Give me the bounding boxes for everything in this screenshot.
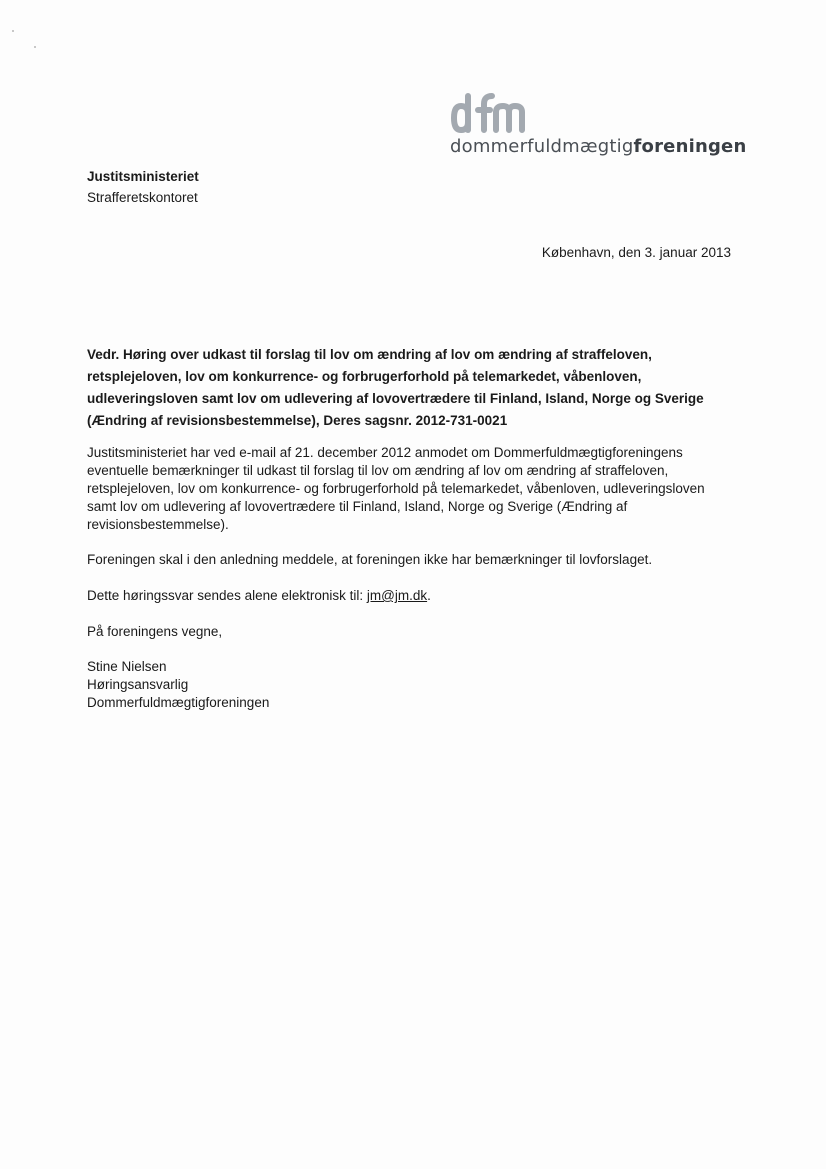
email-link[interactable]: jm@jm.dk <box>366 588 428 603</box>
body-paragraph-1 <box>87 444 737 534</box>
signature-name: Stine Nielsen <box>87 659 167 674</box>
recipient-department: Strafferetskontoret <box>87 190 198 205</box>
paragraph-line: Justitsministeriet har ved e-mail af 21. december 2012 anmodet om Dommerfuldmægtigforeningens <box>87 445 683 460</box>
dfm-logo-mark <box>450 92 526 136</box>
letter-subject: Vedr. Høring over udkast til forslag til lov om ændring af lov om ændring af straffeloven, retsplejeloven, lov om konkurrence- og forbrugerforhold på telemarkedet, våbenloven, udleveringsloven samt lov om udlevering af lovovertrædere til Finland, Island, Norge og Sverige (Ændring af revisionsbestemmelse), Deres sagsnr. 2012-731-0021 <box>87 347 704 428</box>
organization-logo <box>448 92 747 164</box>
recipient-org: Justitsministeriet <box>87 169 199 184</box>
signature-block <box>87 658 737 712</box>
logo-text-bold: foreningen <box>633 136 747 157</box>
scan-speck <box>34 46 36 48</box>
letter-date: København, den 3. januar 2013 <box>541 245 731 260</box>
paragraph-line: retsplejeloven, lov om konkurrence- og forbrugerforhold på telemarkedet, våbenloven, udleveringsloven <box>87 481 705 496</box>
closing-line: På foreningens vegne, <box>87 624 223 639</box>
body-paragraph-3 <box>87 587 737 605</box>
paragraph-line: eventuelle bemærkninger til udkast til forslag til lov om ændring af lov om ændring af straffeloven, <box>87 463 669 478</box>
paragraph-line: revisionsbestemmelse). <box>87 517 229 532</box>
email-prefix: Dette høringssvar sendes alene elektronisk til: <box>87 588 367 603</box>
logo-text-regular: dommerfuldmægtig <box>450 136 634 157</box>
scan-speck <box>12 30 14 32</box>
signature-org: Dommerfuldmægtigforeningen <box>87 695 270 710</box>
paragraph-line: samt lov om udlevering af lovovertrædere til Finland, Island, Norge og Sverige (Ændring af <box>87 499 628 514</box>
recipient-block <box>87 166 199 208</box>
body-paragraph-2: Foreningen skal i den anledning meddele, at foreningen ikke har bemærkninger til lovforslaget. <box>87 552 653 567</box>
signature-title: Høringsansvarlig <box>87 677 189 692</box>
email-suffix: . <box>427 588 431 603</box>
logo-wordmark <box>450 136 746 157</box>
